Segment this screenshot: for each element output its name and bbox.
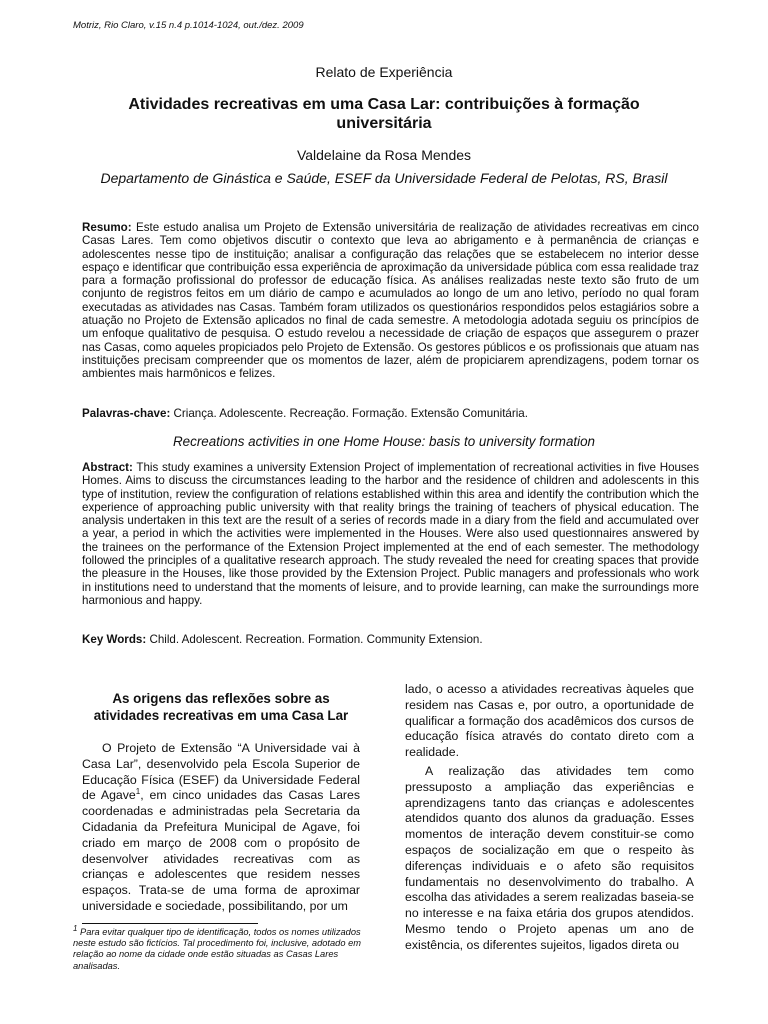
keywords-en-label: Key Words: [82,633,147,646]
footnote-marker: 1 [73,923,78,933]
abstract-text: Este estudo analisa um Projeto de Extensão universitária de realização de atividades recreativas em cinco Casas Lares. Tem como objetivos discutir o contexto que leva ao abrigamento e à permanência de crianças e adolescentes nesse tipo de instituição; analisar a configuração das relações que se estabelecem no interior desse espaço e identificar que contribuição essa experiência de aproximação da universidade pública com essa realidade traz para a formação profissional do professor de educação física. As análises realizadas neste texto são fruto de um conjunto de registros feitos em um diário de campo e acumulados ao longo de um ano letivo, período no qual foram executadas as atividades nas Casas. Também foram utilizados os questionários respondidos pelos estagiários sobre a atuação no Projeto de Extensão aplicados no final de cada semestre. A metodologia adotada seguiu os princípios de um enfoque qualitativo de pesquisa. O estudo revelou a necessidade de criação de espaços que assegurem o prazer nas Casas, como aqueles propiciados pelo Projeto de Extensão. Os gestores públicos e os profissionais que atuam nas instituições precisam compreender que os momentos de lazer, além de propiciarem aprendizagens, podem tornar os ambientes mais harmônicos e felizes. [82,221,699,381]
author-affiliation: Departamento de Ginástica e Saúde, ESEF da Universidade Federal de Pelotas, RS, Brasil [100,170,668,186]
left-column-body [82,741,360,915]
abstract-portuguese [82,221,699,381]
footnote-divider [82,923,258,924]
body-text: , em cinco unidades das Casas Lares coordenadas e administradas pela Secretaria da Cidadania da Prefeitura Municipal de Agave, foi criado em março de 2008 com o propósito de desenvolver atividades recreativas com as crianças e adolescentes que residem nesses espaços. Trata-se de uma forma de aproximar universidade e sociedade, possibilitando, por um [82,788,360,913]
body-paragraph: lado, o acesso a atividades recreativas àqueles que residem nas Casas e, por outro, a oportunidade de qualificar a formação dos acadêmicos dos cursos de educação física através do contato direto com a realidade. [405,682,694,760]
body-text: O Projeto de Extensão “A Universidade vai à Casa Lar”, desenvolvido pela Escola Superior de Educação Física (ESEF) da Universidade Federal de Agave [82,741,360,803]
article-title: Atividades recreativas em uma Casa Lar: contribuições à formação universitária [128,96,640,132]
keywords-english [82,633,699,646]
body-paragraph: A realização das atividades tem como pressuposto a ampliação das experiências e aprendizagens tanto das crianças e adolescentes atendidos quanto dos alunos da graduação. Esses momentos de interação devem constituir-se como espaços de socialização em que o respeito às diferenças individuais e o afeto são requisitos fundamentais no desenvolvimento do trabalho. A escolha das atividades a serem realizadas baseia-se no interesse e na faixa etária dos grupos atendidos. Mesmo tendo o Projeto apenas um ano de existência, os diferentes sujeitos, ligados direta ou [405,763,694,952]
journal-reference: Motriz, Rio Claro, v.15 n.4 p.1014-1024, out./dez. 2009 [73,20,304,31]
author-name: Valdelaine da Rosa Mendes [296,147,472,163]
footnote [73,923,363,972]
article-section-type: Relato de Experiência [315,64,453,80]
footnote-reference: 1 [135,787,141,797]
footnote-text: Para evitar qualquer tipo de identificação, todos os nomes utilizados neste estudo são fictícios. Tal procedimento foi, inclusive, adotado em relação ao nome da cidade onde estão situadas as Casas Lares analisadas. [73,927,362,971]
abstract-english [82,461,699,607]
keywords-portuguese [82,407,699,420]
abstract-label: Resumo: [82,221,132,234]
english-title: Recreations activities in one Home House: basis to university formation [173,434,595,449]
body-paragraph [82,741,360,915]
keywords-en-text: Child. Adolescent. Recreation. Formation. Community Extension. [149,633,483,646]
abstract-en-label: Abstract: [82,461,133,474]
section-heading: As origens das reflexões sobre as atividades recreativas em uma Casa Lar [93,691,349,723]
abstract-en-text: This study examines a university Extension Project of implementation of recreational activities in five Houses Homes. Aims to discuss the circumstances leading to the harbor and the residence of children and adolescents in this type of institution, review the configuration of relations established within this area and identify the contribution which the experience of approaching public university with that reality brings the training of teachers of physical education. The analysis undertaken in this text are the result of a series of records made in a diary from the field and accumulated over a year, a period in which the activities were implemented in the Houses. Were also used questionnaires answered by the trainees on the performance of the Extension Project implemented at the end of each semester. The methodology followed the principles of a qualitative research approach. The study revealed the need for creating spaces that provide the pleasure in the Houses, like those provided by the Extension Project. Public managers and professionals who work in institutions need to understand that the moments of leisure, and to provide learning, can make the surroundings more harmonious and happy. [82,461,700,607]
right-column-body [405,682,694,954]
keywords-text: Criança. Adolescente. Recreação. Formação. Extensão Comunitária. [173,407,528,420]
keywords-label: Palavras-chave: [82,407,171,420]
